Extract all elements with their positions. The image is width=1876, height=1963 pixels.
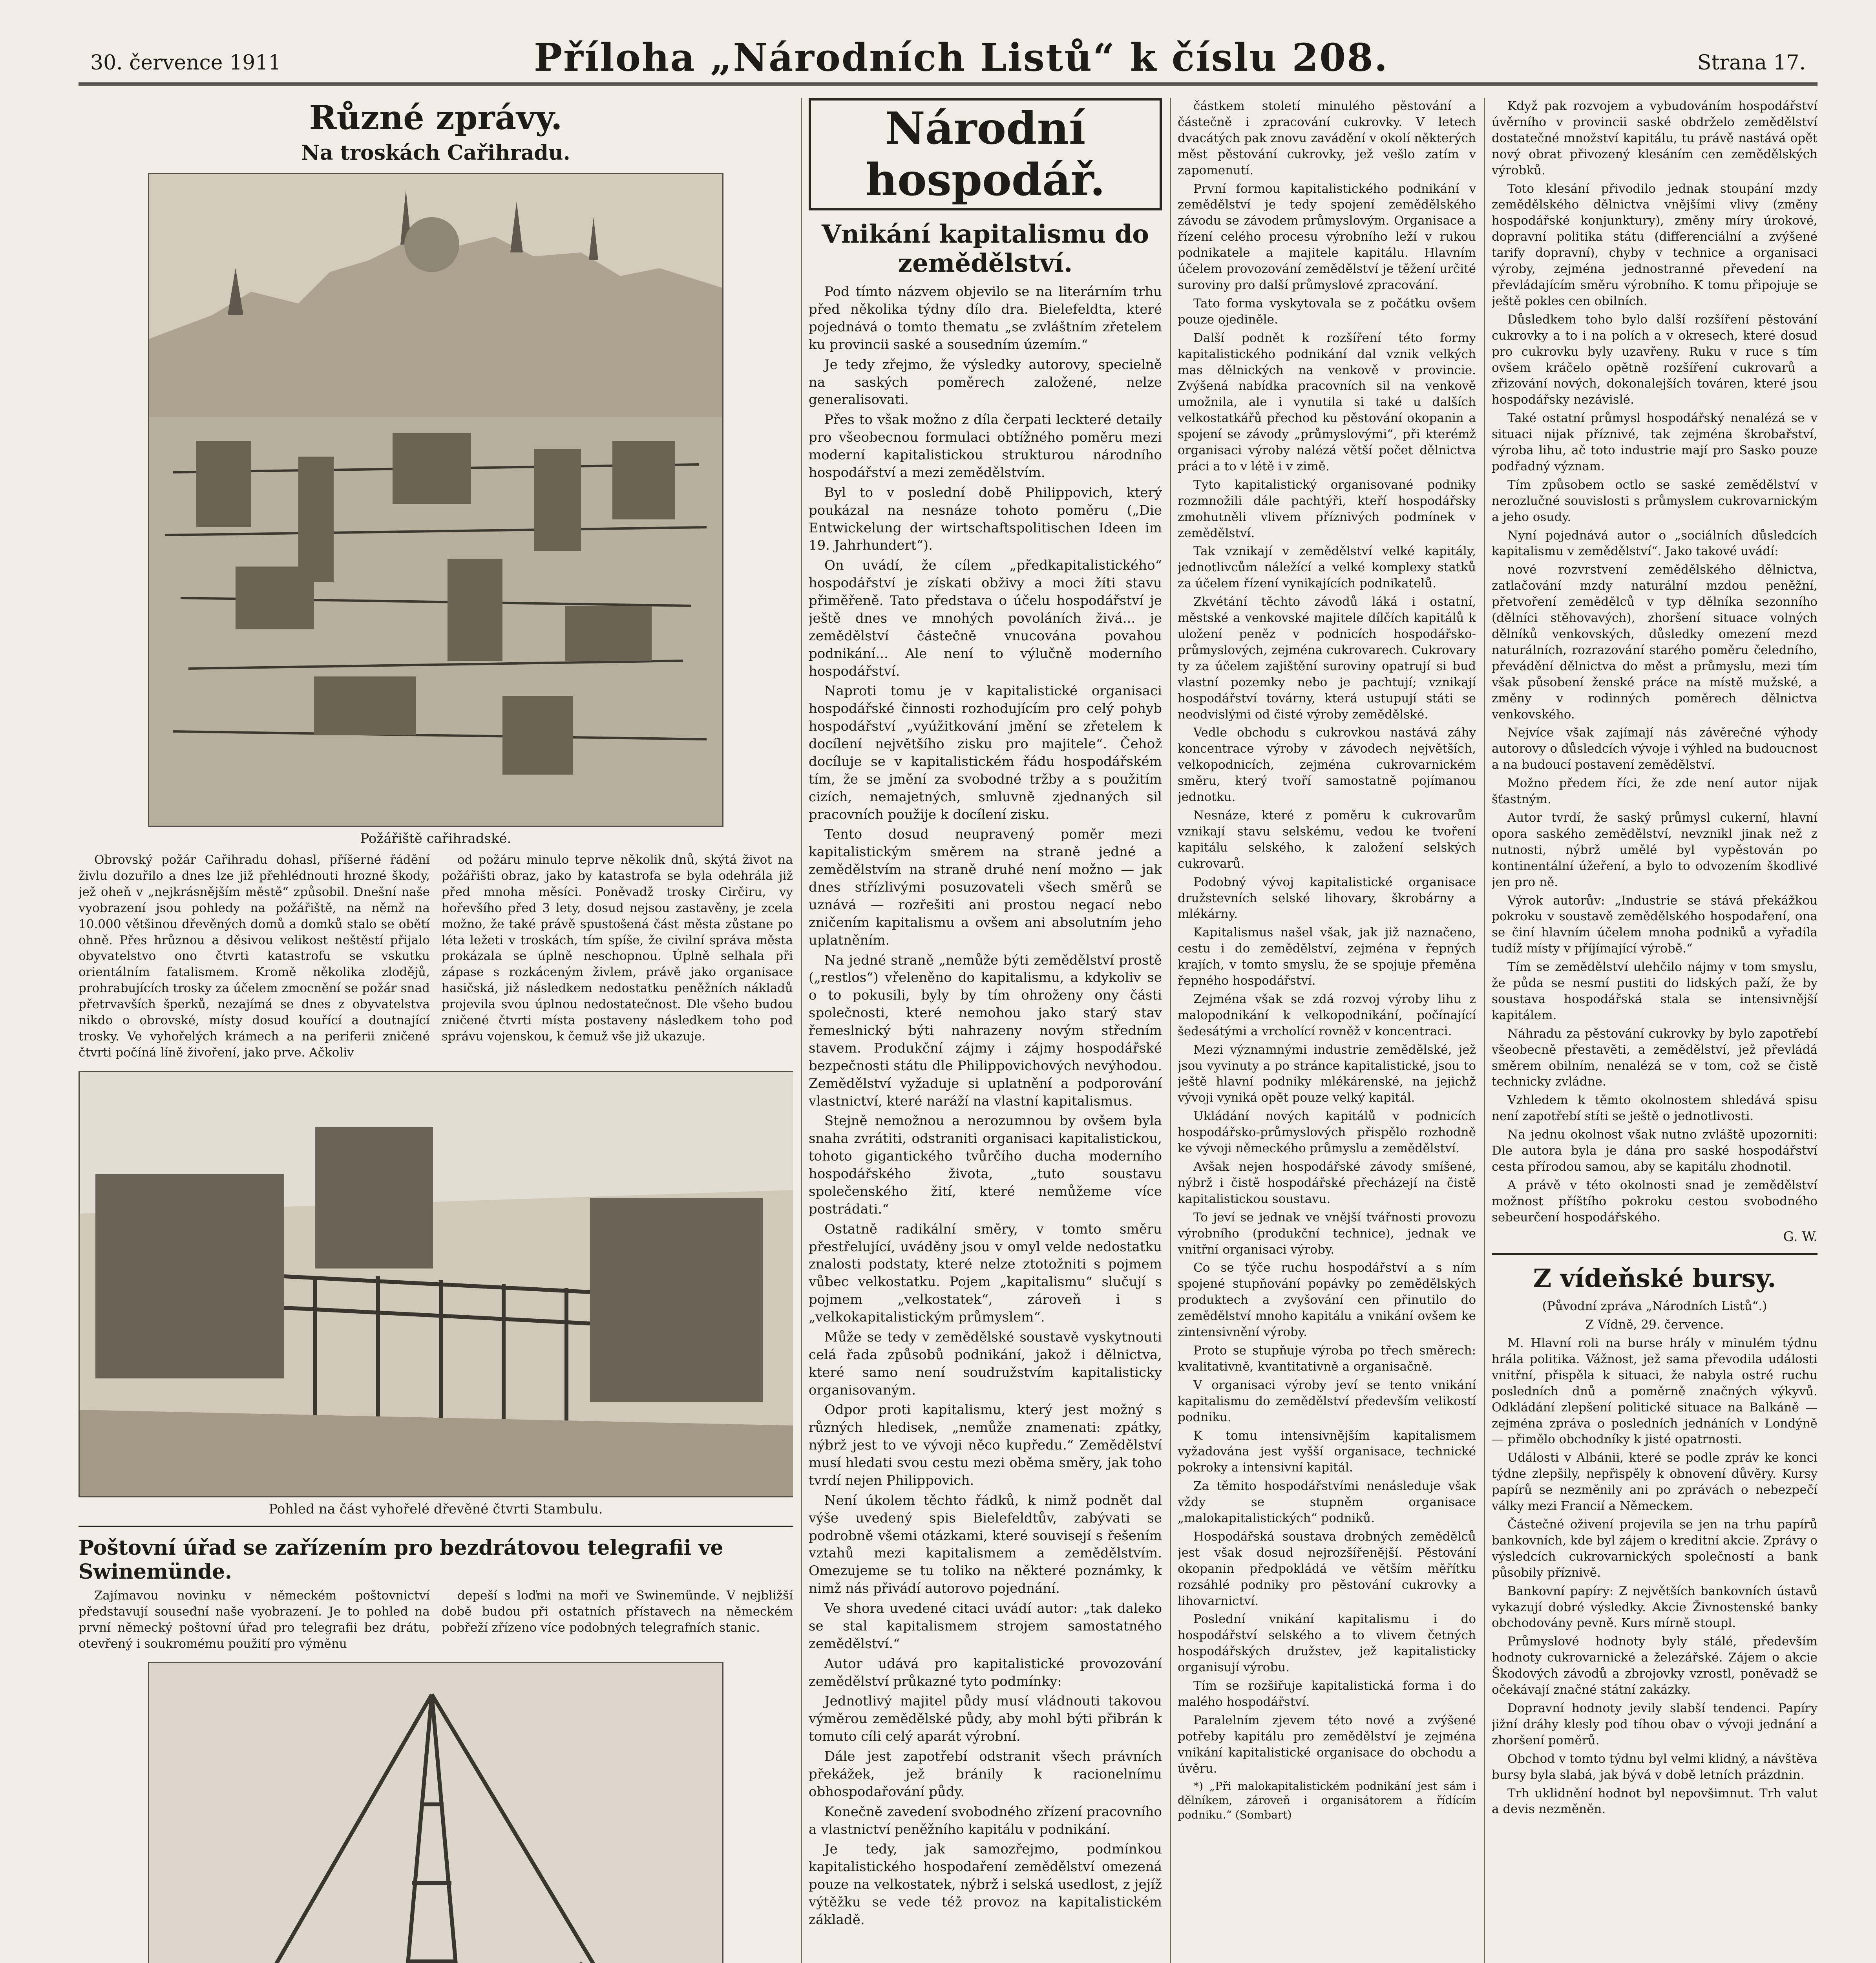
dateline: Z Vídně, 29. července. xyxy=(1585,1318,1724,1332)
article-title: Vnikání kapitalismu do zemědělství. xyxy=(822,219,1149,278)
paragraph: Zkvétání těchto závodů láká i ostatní, městské a venkovské majitele dílčích kapitálů k uložení peněz v podnicích hospodářsko-průmyslových, zejména cukrovarech. Cukrovary ty za účelem zajištění suroviny opatrují si buď vlastní pozemky nebo je pachtují; vznikají hospodářství továrny, která ustupují státi se neodvislými od čisté výroby zemědělské. xyxy=(1178,595,1476,722)
paragraph: Avšak nejen hospodářské závody smíšené, nýbrž i čistě hospodářské přecházejí na čistě kapitalistickou soustavu. xyxy=(1178,1160,1476,1206)
paragraph: Hospodářská soustava drobných zemědělců jest však dosud nejrozšířenější. Pěstování okopanin předpokládá ve větším měřítku rozsáhlé podniky pro pěstování cukrovky a lihovarnictví. xyxy=(1178,1529,1476,1608)
paragraph: Tím se rozšiřuje kapitalistická forma i do malého hospodářství. xyxy=(1178,1679,1476,1709)
paragraph: Odpor proti kapitalismu, který jest možný s různých hledisek, „nemůže znamenati: zpátky, nýbrž jest to ve vývoji něco kupředu.“ Zemědělství musí hledati svou cestu mezi oběma směry, jak toho tvrdí nejen Philippovich. xyxy=(809,1402,1162,1488)
paragraph: Poslední vnikání kapitalismu i do hospodářství selského a to vlivem četných hospodářských družstev, jež kapitalisticky organisují výrobu. xyxy=(1178,1612,1476,1675)
paragraph: Kapitalismus našel však, jak již naznačeno, cestu i do zemědělství, zejména v řepných krajích, v tomto smyslu, že se spojuje přeměna řepného hospodářství. xyxy=(1178,925,1476,988)
paragraph: Jednotlivý majitel půdy musí vládnouti takovou výměrou zemědělské půdy, aby mohl býti přibrán k tomuto cíli celý aparát výrobní. xyxy=(809,1693,1162,1745)
paragraph: Toto klesání přivodilo jednak stoupání mzdy zemědělského dělnictva vnějšími vlivy (změny hospodářské konjunktury), změny míry úrokové, dopravní politika státu (differenciální a zvýšené tarify dopravní), chyby v technice a organisaci výroby, zejména jednostranné převedení na převládajícím směru výrobního. K tomu připojuje se ještě pokles cen obilních. xyxy=(1492,181,1818,308)
newspaper-title: Příloha „Národních Listů“ k číslu 208. xyxy=(534,35,1389,80)
paragraph: Částečné oživení projevila se jen na trhu papírů bankovních, kde byl zájem o kreditní akcie. Zprávy o výsledcích cukrovarnických společností a bank působily příznivě. xyxy=(1492,1517,1818,1580)
column-divider xyxy=(1170,98,1171,1963)
paragraph: Průmyslové hodnoty byly stálé, především hodnoty cukrovarnické a železářské. Zájem o akcie Škodových závodů a zbrojovky vzrostl, poněvadž se očekávají značné státní zakázky. xyxy=(1492,1634,1818,1697)
paragraph: Nejvíce však zajímají nás závěrečné výhody autorovy o důsledcích vývoje i výhled na budoucnost a na budoucí postavení zemědělství. xyxy=(1492,726,1818,772)
page-number: Strana 17. xyxy=(1697,51,1806,75)
article-text: depeší s loďmi na moři ve Swinemünde. V nejbližší době budou při ostatních přístavech na německém pobřeží zřízeno více podobných telegrafních stanic. xyxy=(442,1588,793,1635)
paragraph: Na jedné straně „nemůže býti zemědělství prostě („restlos“) vřeleněno do kapitalismu, a kdykoliv se o to pokusili, byly by tím ohroženy ony části společnosti, které nemohou jako starý stav řemeslnický býti nahrazeny novým středním stavem. Produkční zájmy i zájmy hospodářské bezpečnosti státu dle Philippovichových nevýhodou. Zemědělství vyžaduje si uplatnění a podporování vlastnictví, které naráží na vlastní kapitalismus. xyxy=(809,952,1162,1109)
paragraph: V organisaci výroby jeví se tento vnikání kapitalismu do zemědělství především velikostí podniku. xyxy=(1178,1378,1476,1424)
paragraph: Když pak rozvojem a vybudováním hospodářství úvěrního v provincii saské obdrželo zemědělství dostatečné množství kapitálu, tu právě nastává opět nový obrat přivozený klesáním cen zemědělských výrobků. xyxy=(1492,99,1818,177)
paragraph: Může se tedy v zemědělské soustavě vyskytnouti celá řada způsobů podnikání, jakož i dělnictva, které samo není soudružstvím kapitalisticky organisovaným. xyxy=(809,1329,1162,1398)
economy-article-continued xyxy=(1178,98,1476,1963)
paragraph: Nesnáze, které z poměru k cukrovarům vznikají stavu selskému, vedou ke tvoření kapitálu selského, k založení selských cukrovarů. xyxy=(1178,808,1476,871)
section-title: Různé zprávy. xyxy=(309,98,563,137)
paragraph: Trh uklidnění hodnot byl nepovšimnut. Trh valut a devis nezměněn. xyxy=(1492,1786,1818,1817)
paragraph: Ukládání nových kapitálů v podnicích hospodářsko-průmyslových přispělo rozhodně ke vývoji německého průmyslu a zemědělství. xyxy=(1178,1109,1476,1156)
paragraph: Byl to v poslední době Philippovich, který poukázal na nesnáze tohoto poměru („Die Entwickelung der wirtschaftspolitischen Ideen im 19. Jahrhundert“). xyxy=(809,484,1162,554)
paragraph: Zejména však se zdá rozvoj výroby lihu z malopodnikání k velkopodnikání, počínající šedesátými a vrcholící rovněž v koncentraci. xyxy=(1178,992,1476,1038)
masthead xyxy=(79,35,1818,86)
article-divider xyxy=(1492,1253,1818,1255)
paragraph: Také ostatní průmysl hospodářský nenalézá se v situaci nijak příznivé, tak zejména škrobařství, výroba lihu, ač toto industrie mají pro Sasko pouze podřadný význam. xyxy=(1492,411,1818,473)
paragraph: částkem století minulého pěstování a částečně i zpracování cukrovky. V letech dvacátých pak znovu zavádění v okolí některých měst pěstování cukrovky, jež vešlo zatím v zapomenutí. xyxy=(1178,99,1476,177)
paragraph: Další podnět k rozšíření této formy kapitalistického podnikání dal vznik velkých mas dělnických na venkově v provincie. Zvýšená nabídka pracovních sil na venkově umožnila, ale i vynutila si také u dalších velkostatkářů přechod ku pěstování okopanin a spojení se závody „průmyslovými“, při kterémž organisaci výroby nalézá větší počet dělnictva práci a to v létě i v zimě. xyxy=(1178,331,1476,473)
paragraph: Vedle obchodu s cukrovkou nastává záhy koncentrace výroby v závodech největších, velkopodnicích, zejména cukrovarnickém směru, který tvoří samostatně pojímanou jednotku. xyxy=(1178,726,1476,804)
article-source: (Původní zpráva „Národních Listů“.) xyxy=(1542,1299,1767,1314)
figure-caption: Požářiště cařihradské. xyxy=(360,831,511,846)
paragraph: Ve shora uvedené citaci uvádí autor: „tak daleko se stal kapitalismem strojem samostatného zemědělství.“ xyxy=(809,1601,1162,1652)
paragraph: Tak vznikají v zemědělství velké kapitály, jednotlivcům náležící a velké komplexy statků za účelem řízení vynikajících podnikatelů. xyxy=(1178,544,1476,591)
article-text: Zajímavou novinku v německém poštovnictví představují souseđní naše vyobrazení. Je to pohled na první německý poštovní úřad pro telegrafii bez drátu, otevřený i soukromému použití pro výměnu xyxy=(79,1588,430,1651)
paragraph: Výrok autorův: „Industrie se stává překážkou pokroku v soustavě zemědělského hospodaření, ona se činí hlavním účelem mnoha podniků a vyřadila tudíž místy v příjímající výrobě.“ xyxy=(1492,893,1818,956)
column-divider xyxy=(1484,98,1485,1963)
column-divider xyxy=(801,98,802,1963)
section-title: Národní hospodář. xyxy=(809,98,1162,210)
fire-ruins-illustration xyxy=(148,173,723,827)
footnote: *) „Při malokapitalistickém podnikání jest sám i dělníkem, zároveň i organisátorem a řídícím podniku.“ (Sombart) xyxy=(1178,1779,1476,1822)
burned-district-illustration xyxy=(79,1071,793,1497)
paragraph: Náhradu za pěstování cukrovky by bylo zapotřebí všeobecně přestavěti, a zemědělství, jež převládá směrem obilním, nenalézá se v tom, což se čistě technicky zvládne. xyxy=(1492,1026,1818,1089)
various-news-column xyxy=(79,98,793,1963)
wireless-post-office-illustration xyxy=(148,1662,723,1963)
paragraph: Dopravní hodnoty jevily slabší tendenci. Papíry jižní dráhy klesly pod tíhou obav o vývoji jednání a zhoršení poměrů. xyxy=(1492,1701,1818,1747)
paragraph: Dále jest zapotřebí odstranit všech právních překážek, jež bránily k racionelnímu obhospodařování půdy. xyxy=(809,1749,1162,1800)
article-text: od požáru minulo teprve několik dnů, skýtá život na požářišti obraz, jako by katastrofa se byla odehrála již před mnoha měsíci. Poněvadž trosky Cirčiru, vy hořevšího před 3 lety, dosud nejsou zastavěny, je zcela možno, že také právě spustošená část města zůstane po léta ležeti v troskách, tím spíše, že civilní správa města prokázala se úplně neschopnou. Úplně selhala při zápase s rozkáceným živlem, právě jako organisace hasičská, již následkem nedostatku peněžních nákladů projevila svou úplnou nedostatečnost. Dle všeho budou zničené čtvrti místa postaveny následkem toho pod správu vojenskou, k čemuž vše již ukazuje. xyxy=(442,853,793,1044)
article-body xyxy=(79,1588,793,1654)
article-divider xyxy=(79,1526,793,1527)
figure-caption: Pohled na část vyhořelé dřevěné čtvrti Stambulu. xyxy=(269,1501,603,1517)
author-signature: G. W. xyxy=(1783,1228,1818,1245)
paragraph: Tím způsobem octlo se saské zemědělství v nerozlučné souvislosti s průmyslem cukrovarnickým a jeho osudy. xyxy=(1492,477,1818,524)
paragraph: Stejně nemožnou a nerozumnou by ovšem byla snaha zvrátiti, odstraniti organisaci kapitalistickou, tohoto gigantického tvůrčího ducha moderního hospodářského života, „tuto soustavu společenského žití, které nemůžeme více postrádati.“ xyxy=(809,1113,1162,1217)
paragraph: Naproti tomu je v kapitalistické organisaci hospodářské činnosti rozhodujícím pro celý pohyb hospodářství „vyúžitkování jmění se zřetelem k docílení největšího zisku pro majitele“. Čehož docíluje se v kapitalistickém řádu hospodářském tím, že se jmění za svobodné tržby a s použitím cizích, nemajetných, smluvně zjednaných sil pracovních použije k docílení zisku. xyxy=(809,683,1162,822)
paragraph: Nyní pojednává autor o „sociálních důsledcích kapitalismu v zemědělství“. Jako takové uvádí: xyxy=(1492,528,1818,559)
article-title: Poštovní úřad se zařízením pro bezdrátovou telegrafii ve Swinemünde. xyxy=(79,1535,723,1584)
paragraph: Tento dosud neupravený poměr mezi kapitalistickým směrem na straně jedné a zemědělstvím na straně druhé není možno — jak dnes střízlivými posuzovateli všech směrů se uznává — rozřešiti ani prostou negací nebo zničením kapitalismu a ovšem ani absolutním jeho uplatněním. xyxy=(809,826,1162,948)
article-text: Obrovský požár Cařihradu dohasl, příšerné řádění živlu dozuřilo a dnes lze již přehlédnouti hrozné škody, jež oheň v „nejkrásnějším městě“ způsobil. Dnešní naše vyobrazení jsou pohledy na požářiště, na němž na 10.000 většinou dřevěných domů a domků stalo se obětí ohně. Přes hrůznou a děsivou velikost neštěstí přijalo obyvatelstvo ono čtvrti katastrofu se vskutku orientálním fatalismem. Kromě několika zlodějů, prohrabujících trosky za účelem zmocnění se požár snad přetrvavších šperků, nezajímá se dnes z obyvatelstva nikdo o obrovské, místy dosud kouřící a doutnající trosky. Ve vyhořelých krámech a na periferii zničené čtvrti počíná líně živoření, jako prve. Ačkoliv xyxy=(79,853,430,1060)
paragraph: Podobný vývoj kapitalistické organisace družstevních selské lihovary, škrobárny a mlékárny. xyxy=(1178,875,1476,921)
paragraph: M. Hlavní roli na burse hrály v minulém týdnu hrála politika. Vážnost, jež sama převodila události vnitřní, přispěla k situaci, že nabyla ostré ruchu posledních dnů a poměrně značných výkyvů. Odkládání zlepšení politické situace na Balkáně — zejména zpráva o posledních jednáních v Londýně — přimělo obchodníky k jisté opatrnosti. xyxy=(1492,1336,1818,1447)
paragraph: Co se týče ruchu hospodářství a s ním spojené stupňování popávky po zemědělských produktech a zvyšování cen přinutilo do zemědělství mnoho kapitálu a vnikání ovšem ke zintensivnění výroby. xyxy=(1178,1261,1476,1340)
paragraph: K tomu intensivnějším kapitalismem vyžadována jest vyšší organisace, technické pokroky a intensivní kapitál. xyxy=(1178,1428,1476,1475)
paragraph: Tím se zemědělství ulehčilo nájmy v tom smyslu, že půda se nesmí pustiti do lidských paží, že by soustava hospodářská stala se intensivnější kapitálem. xyxy=(1492,960,1818,1022)
paragraph: Na jednu okolnost však nutno zvláště upozorniti: Dle autora byla je dána pro saské hospodářství cesta přírodou samou, aby se kapitálu zhodnotil. xyxy=(1492,1128,1818,1174)
paragraph: A právě v této okolnosti snad je zemědělství možnost příštího pokroku cestou svobodného sebeurčení hospodářského. xyxy=(1492,1178,1818,1225)
paragraph: Tyto kapitalistický organisované podniky rozmnožili dále pachtýři, kteří hospodářsky zmohutněli vlivem příznivých podmínek v zemědělství. xyxy=(1178,477,1476,540)
paragraph: Pod tímto názvem objevilo se na literárním trhu před několika týdny dílo dra. Bielefeldta, které pojednává o tomto thematu „se zvláštním zřetelem ku provincii saské a sousedním územím.“ xyxy=(809,284,1162,353)
paragraph: Mezi významnými industrie zemědělské, jež jsou vyvinuty a po stránce kapitalistické, jsou to ještě hlavní podniky mlékárenské, na jejichž vývoji vyniká opět pouze velký kapitál. xyxy=(1178,1042,1476,1105)
article-title: Z vídeňské bursy. xyxy=(1533,1263,1776,1293)
article-body xyxy=(809,283,1162,1929)
article-body xyxy=(79,852,793,1063)
paragraph: Ostatně radikální směry, v tomto směru přestřelující, uváděny jsou v omyl velde nedostatku znalosti podstaty, které nelze ztotožniti s pojmem vůbec velkostatku. Pojem „kapitalismu“ slučují s pojmem „velkostatek“, zároveň i s „velkokapitalistickým průmyslem“. xyxy=(809,1221,1162,1325)
paragraph: Přes to však možno z díla čerpati leckteré detaily pro všeobecnou formulaci obtížného poměru mezi moderní kapitalistickou strukturou národního hospodářství a mezi zemědělstvím. xyxy=(809,412,1162,481)
paragraph: Tato forma vyskytovala se z počátku ovšem pouze ojediněle. xyxy=(1178,296,1476,327)
paragraph: Bankovní papíry: Z největších bankovních ústavů vykazují dobré výsledky. Akcie Živnostenské banky obchodovány pevně. Kurs mírně stoupl. xyxy=(1492,1584,1818,1630)
economy-article-end-and-exchange xyxy=(1492,98,1818,1963)
paragraph: Události v Albánii, které se podle zpráv ke konci týdne zlepšily, nepřispěly k obnovení důvěry. Kursy papírů se nezměnily ani po zprávách o nebezpečí války mezi Francií a Německem. xyxy=(1492,1451,1818,1513)
paragraph: nové rozvrstvení zemědělského dělnictva, zatlačování mzdy naturální mzdou peněžní, přetvoření zemědělců v typ dělníka sezonního (dělníci stěhovavých), zhoršení situace volných dělníků venkovských, důsledky omezení mezd naturálních, rozrazování starého poměru čeledního, převádění dělnictva do měst a průmyslu, mezi tím však působení ženské práce na místě mužské, a změny v rodinných poměrech dělnictva venkovského. xyxy=(1492,563,1818,722)
paragraph: Autor udává pro kapitalistické provozování zemědělství průkazné tyto podmínky: xyxy=(809,1656,1162,1689)
paragraph: Vzhledem k těmto okolnostem shledává spisu není zapotřebí stíti se ještě o jednotlivosti. xyxy=(1492,1093,1818,1124)
paragraph: Proto se stupňuje výroba po třech směrech: kvalitativně, kvantitativně a organisačně. xyxy=(1178,1343,1476,1374)
paragraph: Je tedy zřejmo, že výsledky autorovy, specielně na saských poměrech založené, nelze generalisovati. xyxy=(809,356,1162,408)
economy-column xyxy=(809,98,1162,1963)
paragraph: Paralelním zjevem této nové a zvýšené potřeby kapitálu pro zemědělství je zejména vnikání kapitalistické organisace do obchodu a úvěru. xyxy=(1178,1713,1476,1776)
paragraph: Není úkolem těchto řádků, k nimž podnět dal výše uvedený spis Bielefeldtův, zabývati se podrobně všemi otázkami, které souvisejí s řešením vztahů mezi kapitalismem a zemědělstvím. Omezujeme se tu toliko na některé poznámky, k nimž nás přivádí autorovo pojednání. xyxy=(809,1492,1162,1597)
paragraph: To jeví se jednak ve vnější tvářnosti provozu výrobního (produkční technice), jednak ve vnitřní organisaci výroby. xyxy=(1178,1210,1476,1257)
paragraph: První formou kapitalistického podnikání v zemědělství je tedy spojení zemědělského závodu se závodem průmyslovým. Organisace a řízení celého procesu výrobního leží v rukou podnikatele a majitele kapitálu. Hlavním účelem provozování zemědělství je těžení určité suroviny pro další průmyslové zpracování. xyxy=(1178,181,1476,292)
issue-date: 30. července 1911 xyxy=(90,51,281,75)
paragraph: On uvádí, že cílem „předkapitalistického“ hospodářství je získati obživy a moci žíti stavu přiměřeně. Tato představa o účelu hospodářství je ještě dnes ve mnohých povoláních živá... je zemědělství částečně vnucována povahou podnikání... Ale není to výlučně moderního hospodářství. xyxy=(809,557,1162,679)
paragraph: Za těmito hospodářstvími nenásleduje však vždy se stupněm organisace „malokapitalistických“ podniků. xyxy=(1178,1479,1476,1526)
paragraph: Konečně zavedení svobodného zřízení pracovního a vlastnictví peněžního kapitálu v podnikání. xyxy=(809,1804,1162,1837)
article-subtitle: Na troskách Cařihradu. xyxy=(301,141,570,165)
paragraph: Obchod v tomto týdnu byl velmi klidný, a návštěva bursy byla slabá, jak bývá v době letních prázdnin. xyxy=(1492,1751,1818,1782)
paragraph: Autor tvrdí, že saský průmysl cukerní, hlavní opora saského zemědělství, nevznikl jinak než z nutnosti, nýbrž umělé byl vypěstován po kontinentální úžeření, a bylo to odvozením škodlivé jen pro ně. xyxy=(1492,810,1818,889)
paragraph: Důsledkem toho bylo další rozšíření pěstování cukrovky a to i na polích a v okresech, které dosud pro cukrovku byly uzavřeny. Ruku v ruce s tím ovšem kráčelo opětně rozšíření cukrovarů a zřizování nových, dokonalejších továren, které jsou hospodářsky nezávislé. xyxy=(1492,312,1818,407)
paragraph: Je tedy, jak samozřejmo, podmínkou kapitalistického hospodaření zemědělství omezená pouze na velkostatek, nýbrž i selská usedlost, z jejíž výtěžku se vede též provoz na kapitalistickém základě. xyxy=(809,1841,1162,1928)
paragraph: Možno předem říci, že zde není autor nijak šťastným. xyxy=(1492,776,1818,807)
